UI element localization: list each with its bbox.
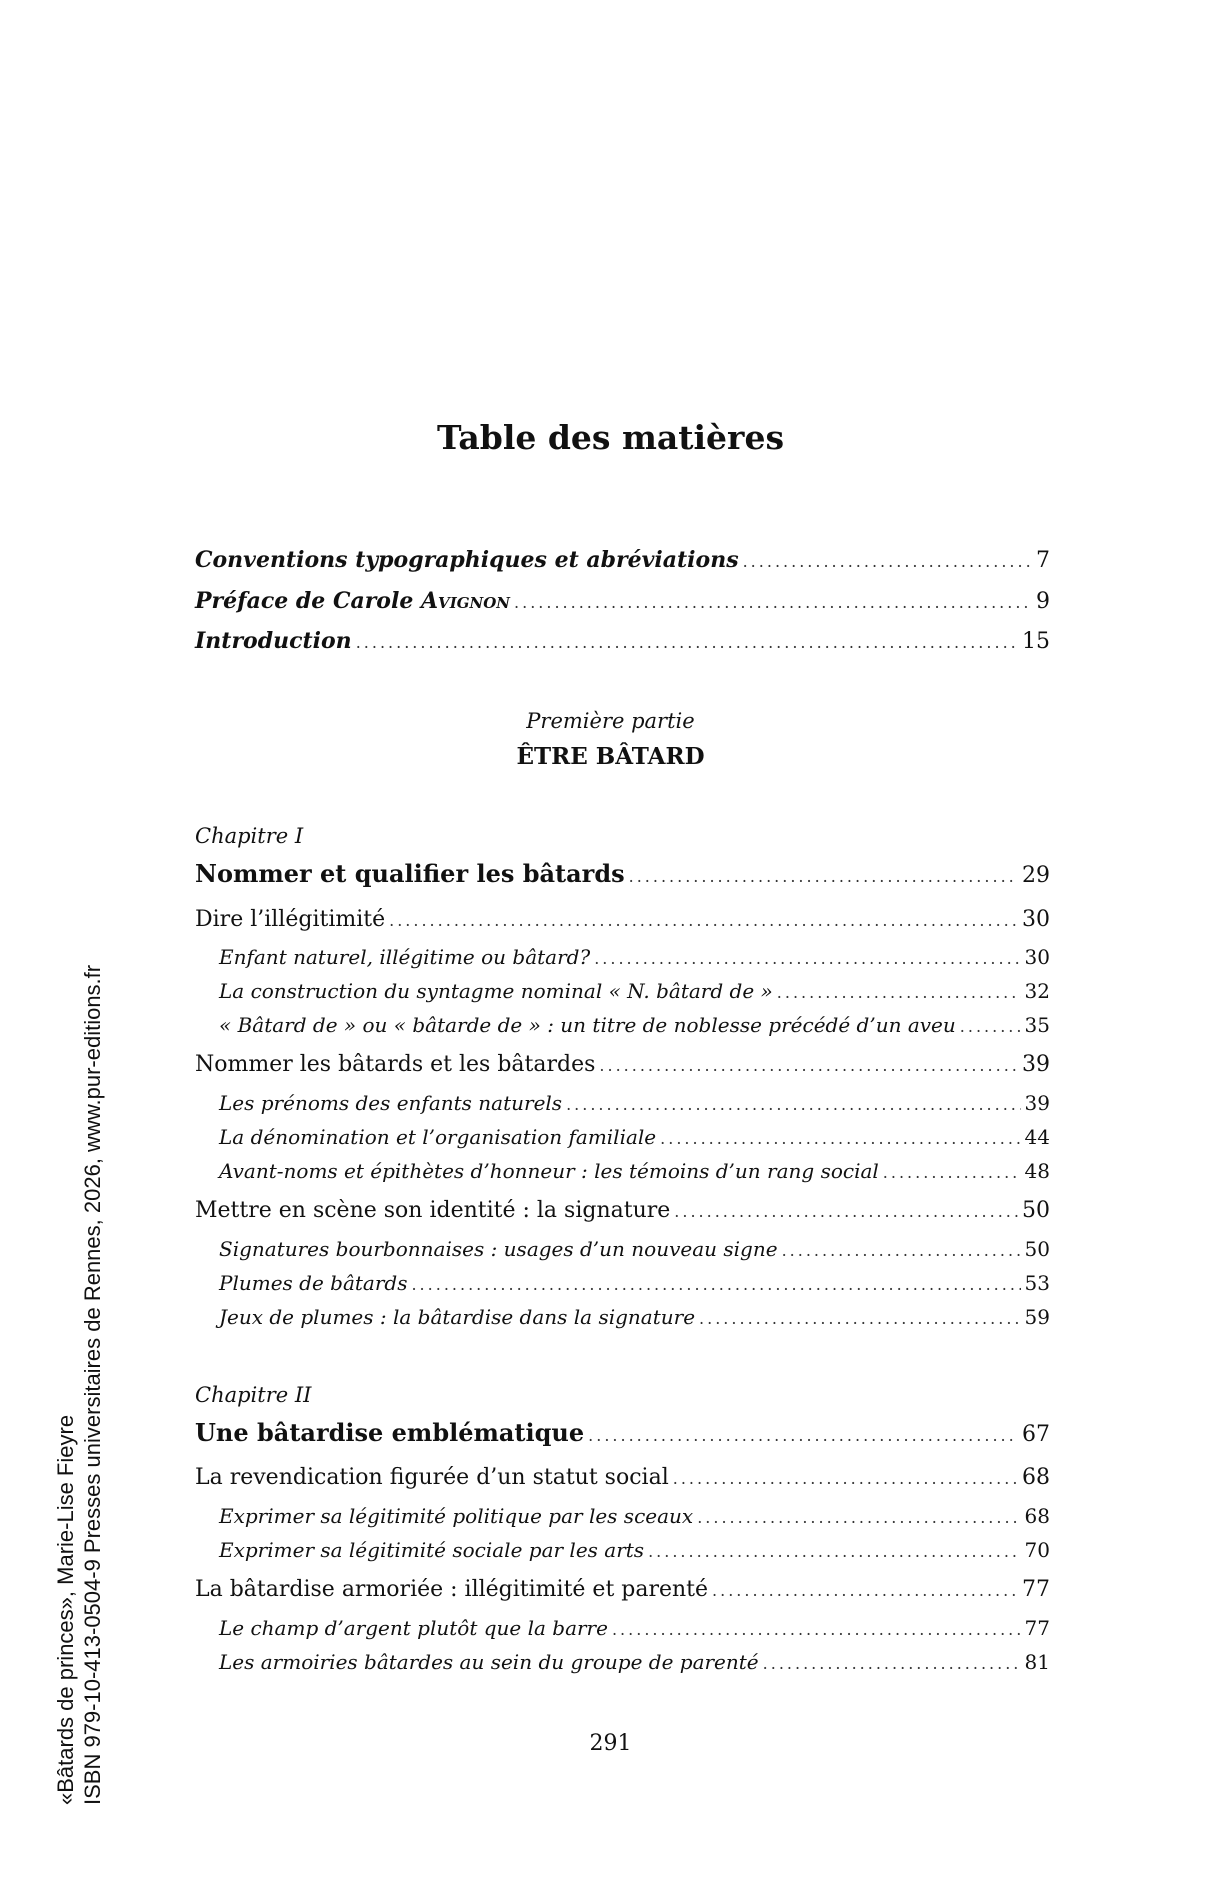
toc-entry-page: 68 (1024, 1504, 1050, 1528)
sidebar-copyright (52, 965, 106, 1805)
toc-entry-page: 7 (1036, 548, 1050, 573)
toc-entry-introduction[interactable] (195, 627, 1050, 657)
toc-entry-page: 67 (1022, 1422, 1050, 1447)
dot-leader (411, 1271, 1020, 1299)
toc-section[interactable] (195, 1197, 1050, 1226)
toc-entry-page: 77 (1022, 1577, 1050, 1602)
dot-leader (674, 1198, 1018, 1226)
dot-leader (697, 1504, 1020, 1532)
sidebar-line-2: ISBN 979-10-413-0504-9 Presses universitaires de Rennes, 2026, www.pur-editions.fr (80, 964, 105, 1805)
dot-leader (777, 979, 1021, 1007)
toc-subsection[interactable] (219, 1303, 1050, 1333)
toc-entry-page: 9 (1036, 589, 1050, 614)
toc-entry-label: Signatures bourbonnaises : usages d’un nouveau signe (219, 1237, 778, 1261)
dot-leader (629, 863, 1018, 891)
dot-leader (883, 1159, 1021, 1187)
dot-leader (594, 945, 1020, 973)
toc-entry-page: 48 (1024, 1159, 1050, 1183)
part-title: ÊTRE BÂTARD (516, 743, 705, 770)
toc-entry-label: Nommer les bâtards et les bâtardes (195, 1052, 596, 1077)
dot-leader (389, 907, 1018, 935)
toc-entry-page: 81 (1024, 1650, 1050, 1674)
toc-section[interactable] (195, 1051, 1050, 1080)
toc-entry-page: 44 (1024, 1125, 1050, 1149)
toc-subsection[interactable] (219, 1614, 1050, 1644)
toc-entry-page: 29 (1022, 863, 1050, 888)
toc-entry-page: 50 (1024, 1237, 1050, 1261)
toc-chapter-title[interactable] (195, 860, 1050, 891)
toc-entry-label: Exprimer sa légitimité sociale par les arts (219, 1538, 645, 1562)
dot-leader (712, 1577, 1018, 1605)
toc-entry-page: 39 (1022, 1052, 1050, 1077)
toc-entry-label: Dire l’illégitimité (195, 907, 386, 932)
toc-entry-page: 68 (1022, 1465, 1050, 1490)
toc-entry-label: Plumes de bâtards (219, 1271, 408, 1295)
page-title: Table des matières (436, 418, 785, 457)
dot-leader (743, 548, 1032, 576)
toc-section[interactable] (195, 906, 1050, 935)
toc-entry-page: 77 (1024, 1616, 1050, 1640)
toc-entry-page: 50 (1022, 1198, 1050, 1223)
toc-entry-page: 30 (1022, 907, 1050, 932)
toc-subsection[interactable] (219, 943, 1050, 973)
dot-leader (673, 1465, 1018, 1493)
toc-entry-page: 53 (1024, 1271, 1050, 1295)
dot-leader (514, 589, 1032, 617)
toc-entry-page: 35 (1024, 1013, 1050, 1037)
dot-leader (960, 1013, 1021, 1041)
toc-entry-label: Le champ d’argent plutôt que la barre (219, 1616, 608, 1640)
toc-entry-page: 32 (1024, 979, 1050, 1003)
toc-subsection[interactable] (219, 1089, 1050, 1119)
toc-entry-label: La construction du syntagme nominal « N. bâtard de » (219, 979, 773, 1003)
toc-subsection[interactable] (219, 1536, 1050, 1566)
dot-leader (782, 1237, 1021, 1265)
dot-leader (699, 1305, 1021, 1333)
dot-leader (599, 1052, 1018, 1080)
toc-entry-label: Mettre en scène son identité : la signature (195, 1198, 671, 1223)
toc-entry-page: 15 (1022, 629, 1050, 654)
toc-entry-label: Avant-noms et épithètes d’honneur : les témoins d’un rang social (219, 1159, 879, 1183)
dot-leader (356, 629, 1018, 657)
page-number: 291 (589, 1731, 632, 1756)
toc-entry-label: La revendication figurée d’un statut social (195, 1465, 669, 1490)
toc-subsection[interactable] (219, 1235, 1050, 1265)
part-label: Première partie (526, 709, 695, 733)
toc-entry-label: Les armoiries bâtardes au sein du groupe de parenté (219, 1650, 759, 1674)
toc-entry-conventions[interactable] (195, 546, 1050, 576)
toc-chapter-title[interactable] (195, 1419, 1050, 1450)
toc-entry-page: 30 (1024, 945, 1050, 969)
toc-subsection[interactable] (219, 977, 1050, 1007)
toc-entry-label: La bâtardise armoriée : illégitimité et parenté (195, 1577, 709, 1602)
dot-leader (588, 1422, 1018, 1450)
toc-entry-label: Enfant naturel, illégitime ou bâtard? (219, 945, 591, 969)
toc-entry-preface[interactable] (195, 587, 1050, 617)
dot-leader (566, 1091, 1020, 1119)
toc-entry-label: Conventions typographiques et abréviations (195, 547, 739, 573)
toc-section[interactable] (195, 1576, 1050, 1605)
toc-entry-label: Exprimer sa légitimité politique par les sceaux (219, 1504, 694, 1528)
toc-entry-label: Nommer et qualifier les bâtards (195, 859, 625, 888)
toc-subsection[interactable] (219, 1648, 1050, 1678)
toc-entry-label: Préface de Carole Avignon (195, 588, 511, 614)
toc-entry-label: « Bâtard de » ou « bâtarde de » : un titre de noblesse précédé d’un aveu (219, 1013, 956, 1037)
toc-subsection[interactable] (219, 1011, 1050, 1041)
toc-entry-label: Jeux de plumes : la bâtardise dans la signature (219, 1305, 696, 1329)
chapter-label: Chapitre II (195, 1383, 312, 1407)
toc-subsection[interactable] (219, 1157, 1050, 1187)
dot-leader (612, 1616, 1021, 1644)
chapter-label: Chapitre I (195, 824, 304, 848)
toc-entry-label: La dénomination et l’organisation familiale (219, 1125, 657, 1149)
dot-leader (763, 1650, 1021, 1678)
toc-entry-page: 59 (1024, 1305, 1050, 1329)
toc-entry-label: Introduction (195, 628, 352, 654)
toc-entry-label: Une bâtardise emblématique (195, 1418, 585, 1447)
toc-entry-page: 39 (1024, 1091, 1050, 1115)
toc-entry-page: 70 (1024, 1538, 1050, 1562)
sidebar-line-1: «Bâtards de princes», Marie-Lise Fieyre (53, 1414, 78, 1805)
dot-leader (660, 1125, 1020, 1153)
toc-section[interactable] (195, 1464, 1050, 1493)
toc-subsection[interactable] (219, 1269, 1050, 1299)
toc-entry-label: Les prénoms des enfants naturels (219, 1091, 563, 1115)
toc-subsection[interactable] (219, 1502, 1050, 1532)
toc-subsection[interactable] (219, 1123, 1050, 1153)
dot-leader (648, 1538, 1020, 1566)
